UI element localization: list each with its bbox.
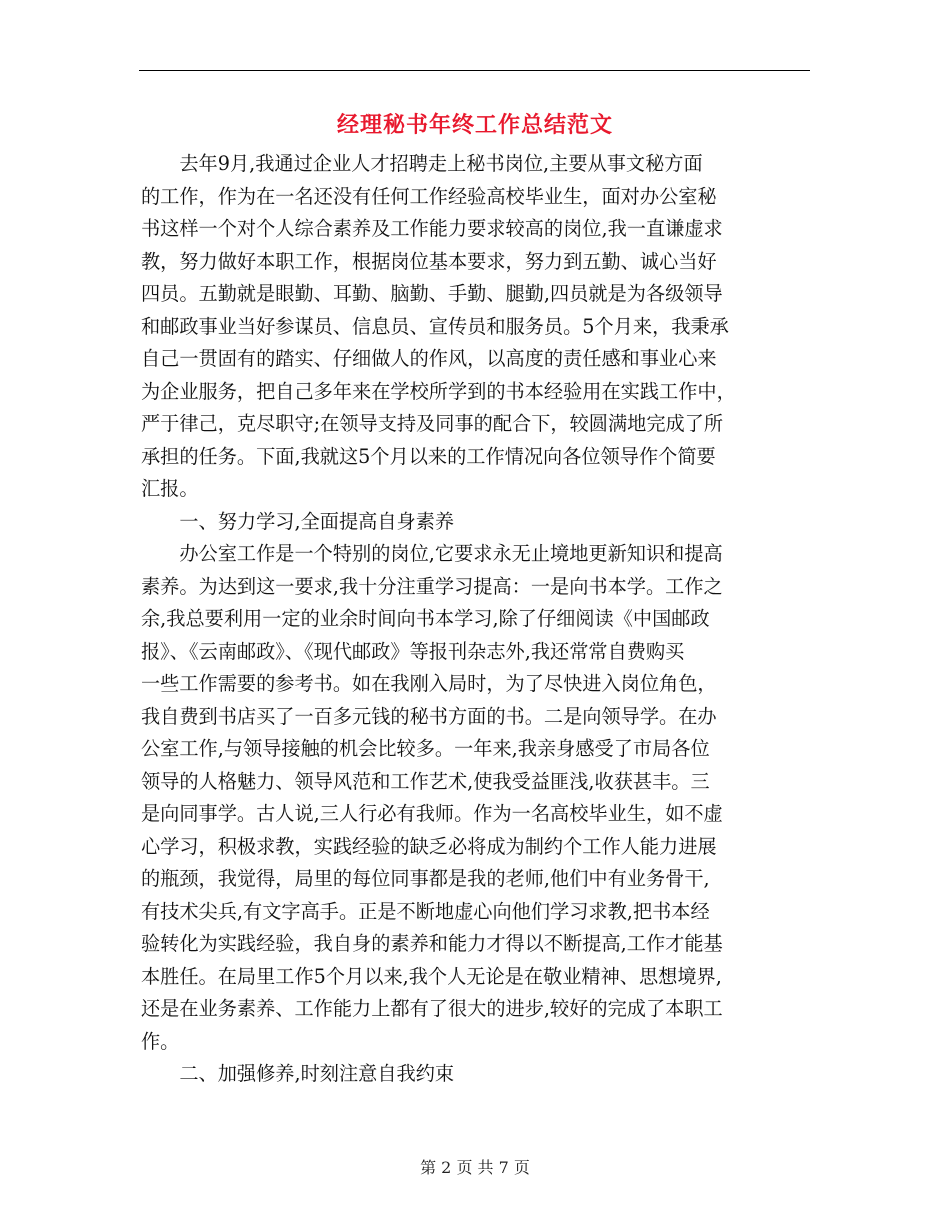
- body-line: 领导的人格魅力、领导风范和工作艺术,使我受益匪浅,收获甚丰。三: [141, 769, 710, 793]
- body-line: 还是在业务素养、工作能力上都有了很大的进步,较好的完成了本职工: [141, 997, 723, 1020]
- body-line: 我自费到书店买了一百多元钱的秘书方面的书。二是向领导学。在办: [141, 704, 717, 728]
- document-body: [141, 148, 809, 1091]
- body-line: 报》、《云南邮政》、《现代邮政》等报刊杂志外,我还常常自费购买: [141, 639, 685, 663]
- section-heading: 一、努力学习,全面提高自身素养: [141, 509, 455, 533]
- body-line: 有技术尖兵,有文字高手。正是不断地虚心向他们学习求教,把书本经: [141, 899, 710, 923]
- header-rule: [139, 70, 810, 71]
- body-line: 一些工作需要的参考书。如在我刚入局时，为了尽快进入岗位角色，: [141, 672, 717, 695]
- body-line: 验转化为实践经验，我自身的素养和能力才得以不断提高,工作才能基: [141, 932, 723, 955]
- body-line: 汇报。: [141, 477, 199, 500]
- body-line: 公室工作,与领导接触的机会比较多。一年来,我亲身感受了市局各位: [141, 737, 710, 760]
- document-title: 经理秘书年终工作总结范文: [336, 113, 613, 138]
- body-line: 素养。为达到这一要求,我十分注重学习提高：一是向书本学。工作之: [141, 574, 723, 598]
- body-line: 承担的任务。下面,我就这5个月以来的工作情况向各位领导作个简要: [141, 444, 716, 468]
- body-line: 是向同事学。古人说,三人行必有我师。作为一名高校毕业生，如不虚: [141, 802, 723, 825]
- body-line: 余,我总要利用一定的业余时间向书本学习,除了仔细阅读《中国邮政: [141, 607, 710, 630]
- section-heading: 二、加强修养,时刻注意自我约束: [141, 1062, 455, 1085]
- body-line: 办公室工作是一个特别的岗位,它要求永无止境地更新知识和提高: [141, 542, 723, 565]
- body-line: 本胜任。在局里工作5个月以来,我个人无论是在敬业精神、思想境界,: [141, 964, 722, 988]
- body-line: 的工作，作为在一名还没有任何工作经验高校毕业生，面对办公室秘: [141, 184, 717, 208]
- body-line: 的瓶颈，我觉得，局里的每位同事都是我的老师,他们中有业务骨干,: [141, 867, 710, 890]
- body-line: 去年9月,我通过企业人才招聘走上秘书岗位,主要从事文秘方面: [141, 152, 703, 175]
- body-line: 书这样一个对个人综合素养及工作能力要求较高的岗位,我一直谦虚求: [141, 217, 723, 240]
- body-line: 为企业服务，把自己多年来在学校所学到的书本经验用在实践工作中，: [141, 379, 736, 403]
- body-line: 四员。五勤就是眼勤、耳勤、脑勤、手勤、腿勤,四员就是为各级领导: [141, 282, 723, 305]
- body-line: 作。: [141, 1029, 180, 1053]
- body-line: 教，努力做好本职工作，根据岗位基本要求，努力到五勤、诚心当好: [141, 249, 717, 273]
- body-line: 和邮政事业当好参谋员、信息员、宣传员和服务员。5个月来，我秉承: [141, 314, 729, 338]
- body-line: 心学习，积极求教，实践经验的缺乏必将成为制约个工作人能力进展: [141, 834, 717, 858]
- body-line: 严于律己，克尽职守;在领导支持及同事的配合下，较圆满地完成了所: [141, 412, 724, 435]
- body-line: 自己一贯固有的踏实、仔细做人的作风，以高度的责任感和事业心来: [141, 347, 717, 370]
- page-number: 第 2 页 共 7 页: [420, 1158, 530, 1177]
